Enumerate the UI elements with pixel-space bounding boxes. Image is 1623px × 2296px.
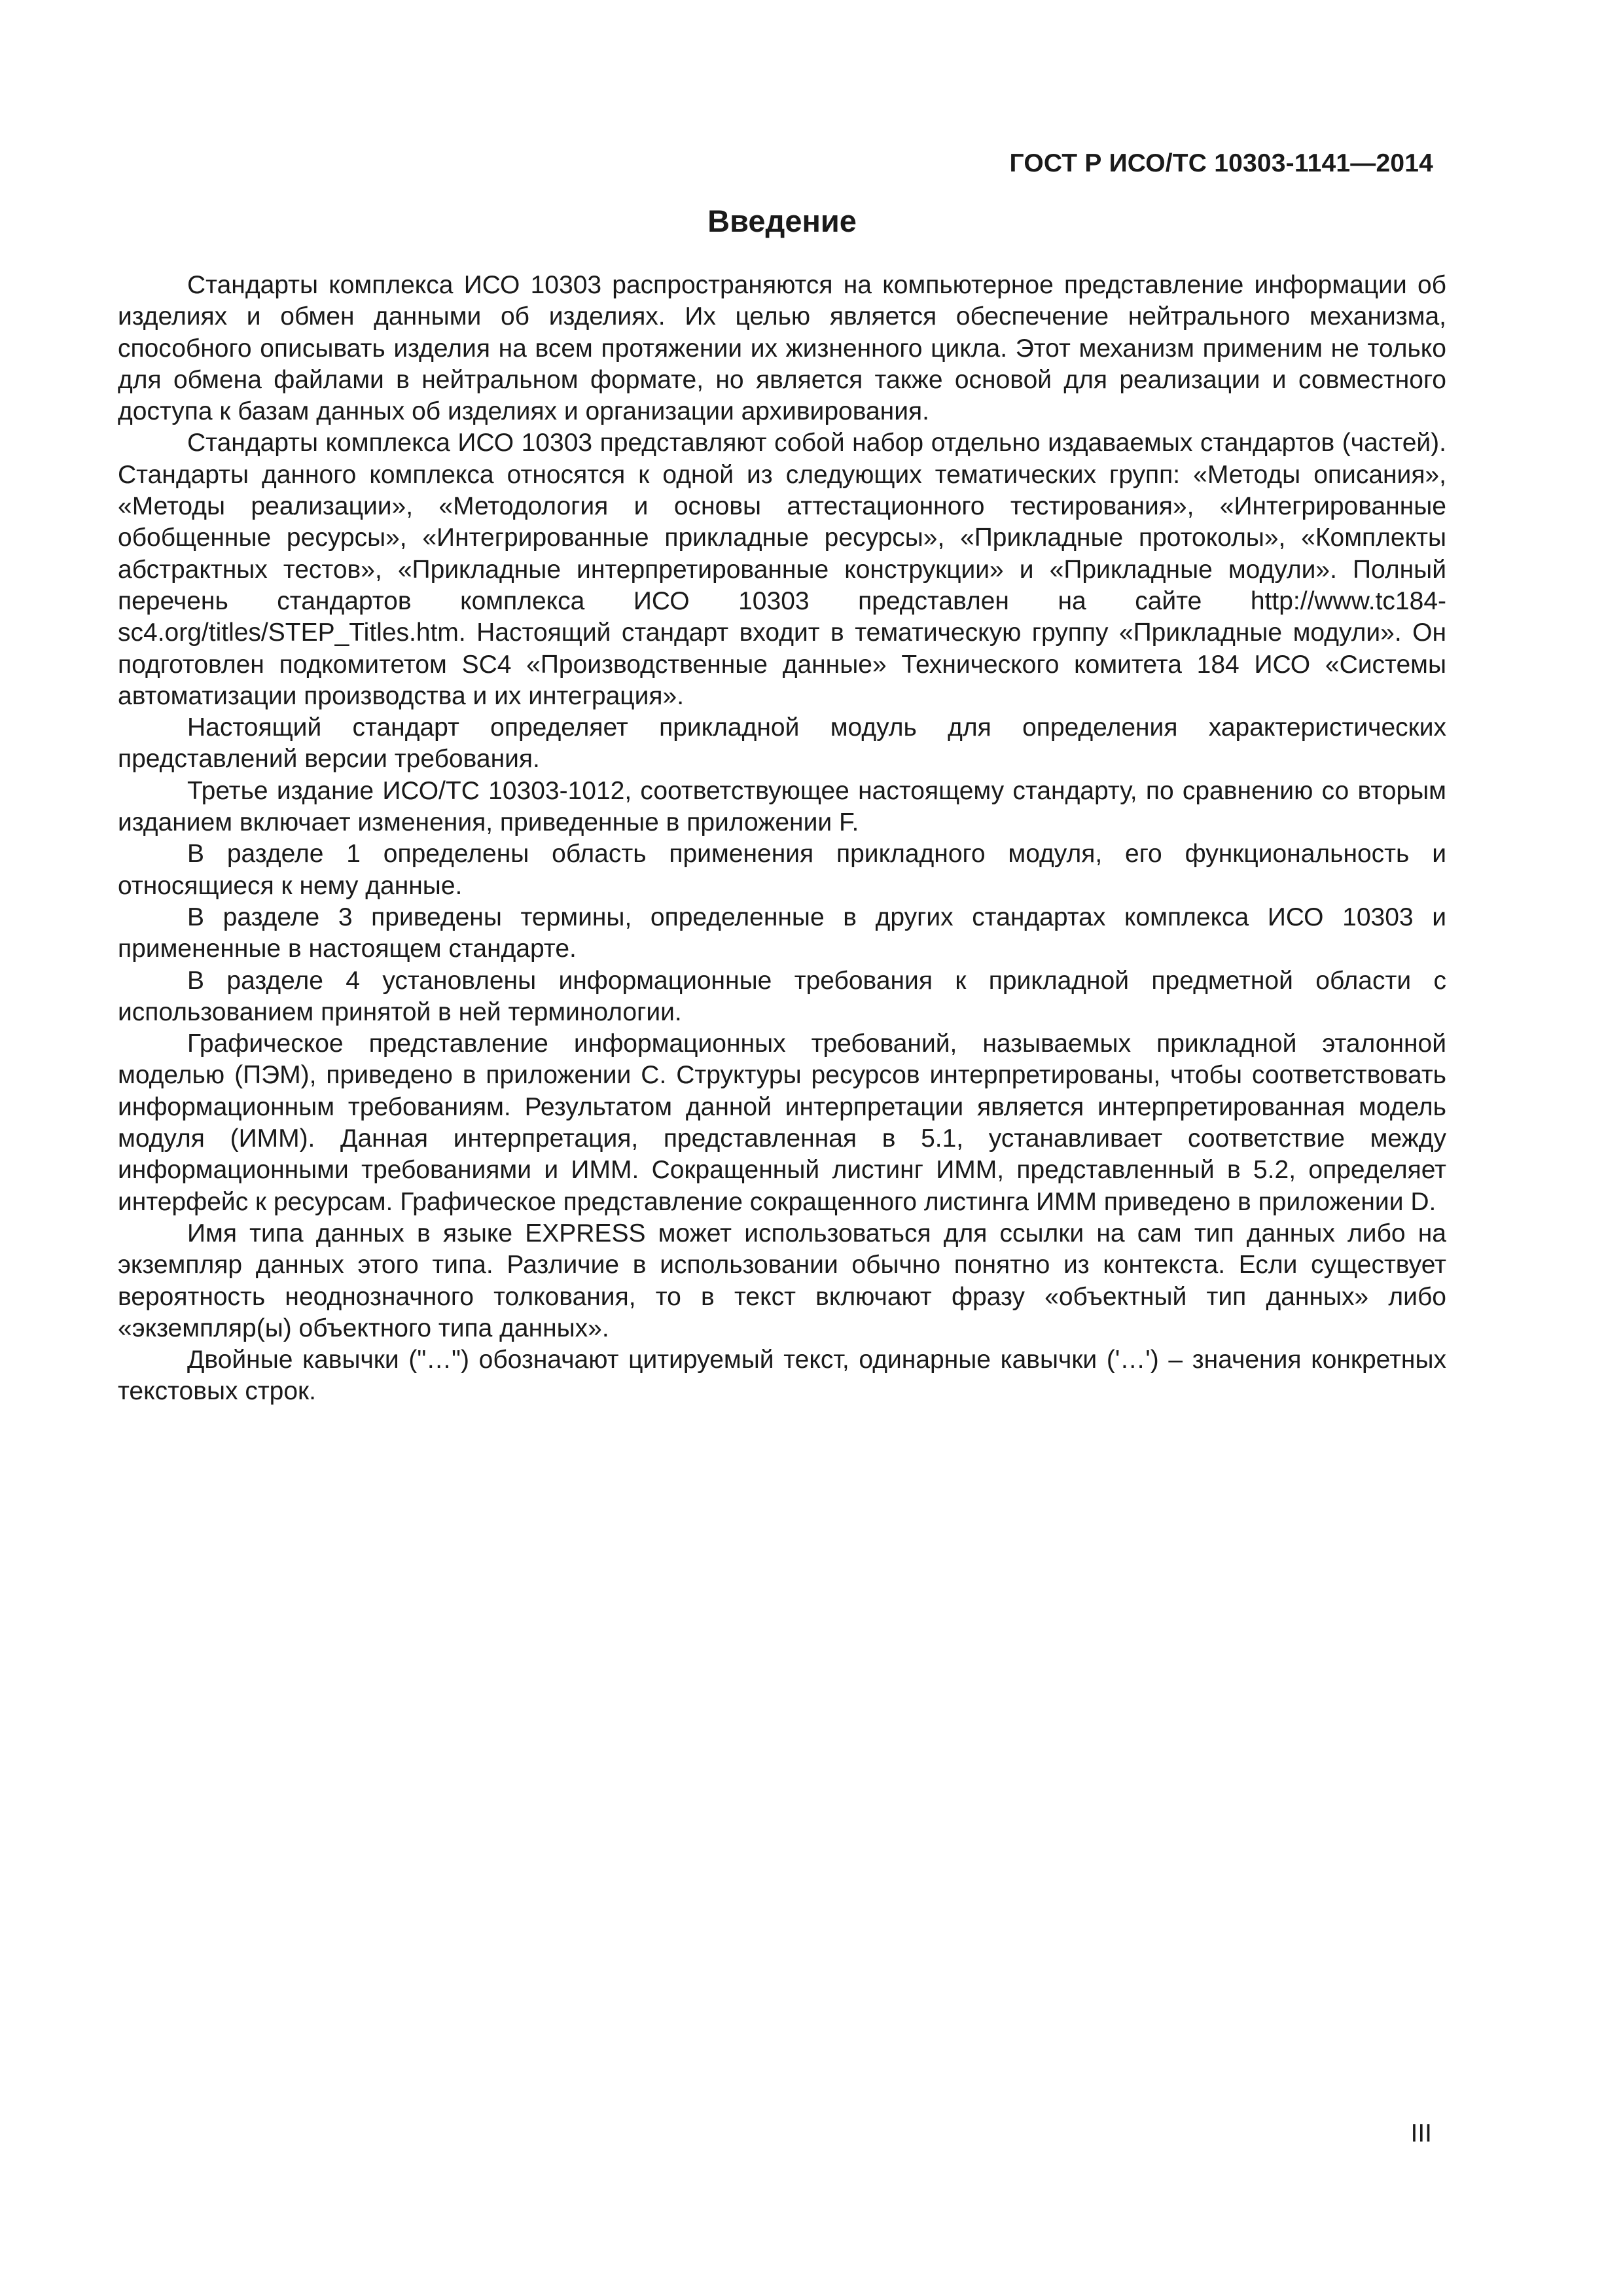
- introduction-body: [118, 270, 1446, 1408]
- section-title: Введение: [707, 204, 857, 238]
- paragraph: Графическое представление информационных требований, называемых прикладной эталонной моделью (ПЭМ), приведено в приложении С. Структуры ресурсов интерпретированы, чтобы соответствовать информационным требованиям. Результатом данной интерпретации является интерпретированная модель модуля (ИММ). Данная интерпретация, представленная в 5.1, устанавливает соответствие между информационными требованиями и ИММ. Сокращенный листинг ИММ, представленный в 5.2, определяет интерфейс к ресурсам. Графическое представление сокращенного листинга ИММ приведено в приложении D.: [118, 1030, 1446, 1216]
- page-number: III: [1410, 2119, 1432, 2147]
- paragraph: Двойные кавычки ("…") обозначают цитируемый текст, одинарные кавычки ('…') – значения конкретных текстовых строк.: [118, 1346, 1446, 1406]
- paragraph: Стандарты комплекса ИСО 10303 представляют собой набор отдельно издаваемых стандартов (частей). Стандарты данного комплекса относятся к одной из следующих тематических групп: «Методы описания», «Методы реализации», «Методология и основы аттестационного тестирования», «Интегрированные обобщенные ресурсы», «Интегрированные прикладные ресурсы», «Прикладные протоколы», «Комплекты абстрактных тестов», «Прикладные интерпретированные конструкции» и «Прикладные модули». Полный перечень стандартов комплекса ИСО 10303 представлен на сайте http://www.tc184-sc4.org/titles/STEP_Titles.htm. Настоящий стандарт входит в тематическую группу «Прикладные модули». Он подготовлен подкомитетом SC4 «Производственные данные» Технического комитета 184 ИСО «Системы автоматизации производства и их интеграция».: [118, 429, 1446, 710]
- paragraph: В разделе 1 определены область применения прикладного модуля, его функциональность и относящиеся к нему данные.: [118, 840, 1446, 900]
- document-code: ГОСТ Р ИСО/ТС 10303-1141—2014: [1009, 149, 1433, 177]
- paragraph: Настоящий стандарт определяет прикладной модуль для определения характеристических представлений версии требования.: [118, 713, 1446, 774]
- paragraph: Имя типа данных в языке EXPRESS может использоваться для ссылки на сам тип данных либо на экземпляр данных этого типа. Различие в использовании обычно понятно из контекста. Если существует вероятность неоднозначного толкования, то в текст включают фразу «объектный тип данных» либо «экземпляр(ы) объектного типа данных».: [118, 1219, 1446, 1342]
- paragraph: В разделе 3 приведены термины, определенные в других стандартах комплекса ИСО 10303 и примененные в настоящем стандарте.: [118, 903, 1446, 963]
- paragraph: Стандарты комплекса ИСО 10303 распространяются на компьютерное представление информации об изделиях и обмен данными об изделиях. Их целью является обеспечение нейтрального механизма, способного описывать изделия на всем протяжении их жизненного цикла. Этот механизм применим не только для обмена файлами в нейтральном формате, но является также основой для реализации и совместного доступа к базам данных об изделиях и организации архивирования.: [118, 271, 1446, 426]
- paragraph: В разделе 4 установлены информационные требования к прикладной предметной области с использованием принятой в ней терминологии.: [118, 966, 1446, 1026]
- paragraph: Третье издание ИСО/ТС 10303-1012, соответствующее настоящему стандарту, по сравнению со вторым изданием включает изменения, приведенные в приложении F.: [118, 776, 1446, 837]
